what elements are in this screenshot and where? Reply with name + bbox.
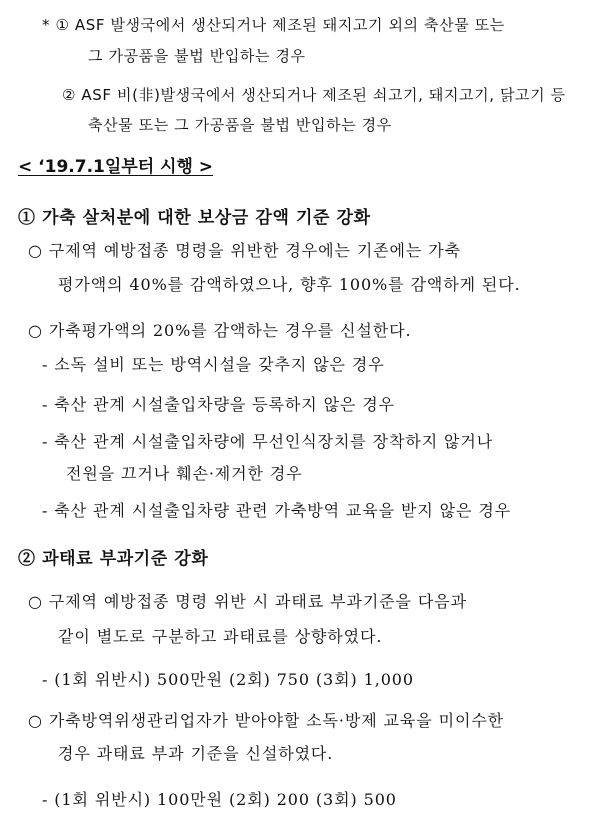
effective-date-heading: < ‘19.7.1일부터 시행 >	[18, 157, 214, 177]
section-1-sub-1: - 소독 설비 또는 방역시설을 갖추지 않은 경우	[42, 355, 385, 374]
section-1-item-2: ○ 가축평가액의 20%를 감액하는 경우를 신설한다.	[28, 321, 412, 340]
section-1-title: ① 가축 살처분에 대한 보상금 감액 기준 강화	[18, 208, 371, 228]
note-1-line-2: 그 가공품을 불법 반입하는 경우	[88, 47, 306, 65]
section-1-sub-3-line-1: - 축산 관계 시설출입차량에 무선인식장치를 장착하지 않거나	[42, 432, 494, 451]
section-1-sub-4: - 축산 관계 시설출입차량 관련 가축방역 교육을 받지 않은 경우	[42, 501, 512, 520]
section-1-sub-2: - 축산 관계 시설출입차량을 등록하지 않은 경우	[42, 395, 395, 414]
section-2-item-1-line-2: 같이 별도로 구분하고 과태료를 상향하였다.	[58, 627, 383, 646]
note-1-line-1: * ① ASF 발생국에서 생산되거나 제조된 돼지고기 외의 축산물 또는	[42, 16, 505, 34]
section-2-title: ② 과태료 부과기준 강화	[18, 549, 209, 569]
section-1-item-1-line-2: 평가액의 40%를 감액하였으나, 향후 100%를 감액하게 된다.	[58, 275, 521, 294]
note-2-line-1: ② ASF 비(非)발생국에서 생산되거나 제조된 쇠고기, 돼지고기, 닭고기 등	[62, 86, 566, 104]
section-2-item-2-fines: - (1회 위반시) 100만원 (2회) 200 (3회) 500	[42, 790, 397, 809]
section-2-item-1-line-1: ○ 구제역 예방접종 명령 위반 시 과태료 부과기준을 다음과	[28, 592, 467, 611]
note-2-line-2: 축산물 또는 그 가공품을 불법 반입하는 경우	[88, 116, 392, 134]
section-1-item-1-line-1: ○ 구제역 예방접종 명령을 위반한 경우에는 기존에는 가축	[28, 241, 461, 260]
section-2-item-2-line-2: 경우 과태료 부과 기준을 신설하였다.	[58, 744, 334, 763]
section-2-item-2-line-1: ○ 가축방역위생관리업자가 받아야할 소독·방제 교육을 미이수한	[28, 711, 505, 730]
section-1-sub-3-line-2: 전원을 끄거나 훼손·제거한 경우	[66, 464, 303, 483]
section-2-item-1-fines: - (1회 위반시) 500만원 (2회) 750 (3회) 1,000	[42, 670, 414, 689]
